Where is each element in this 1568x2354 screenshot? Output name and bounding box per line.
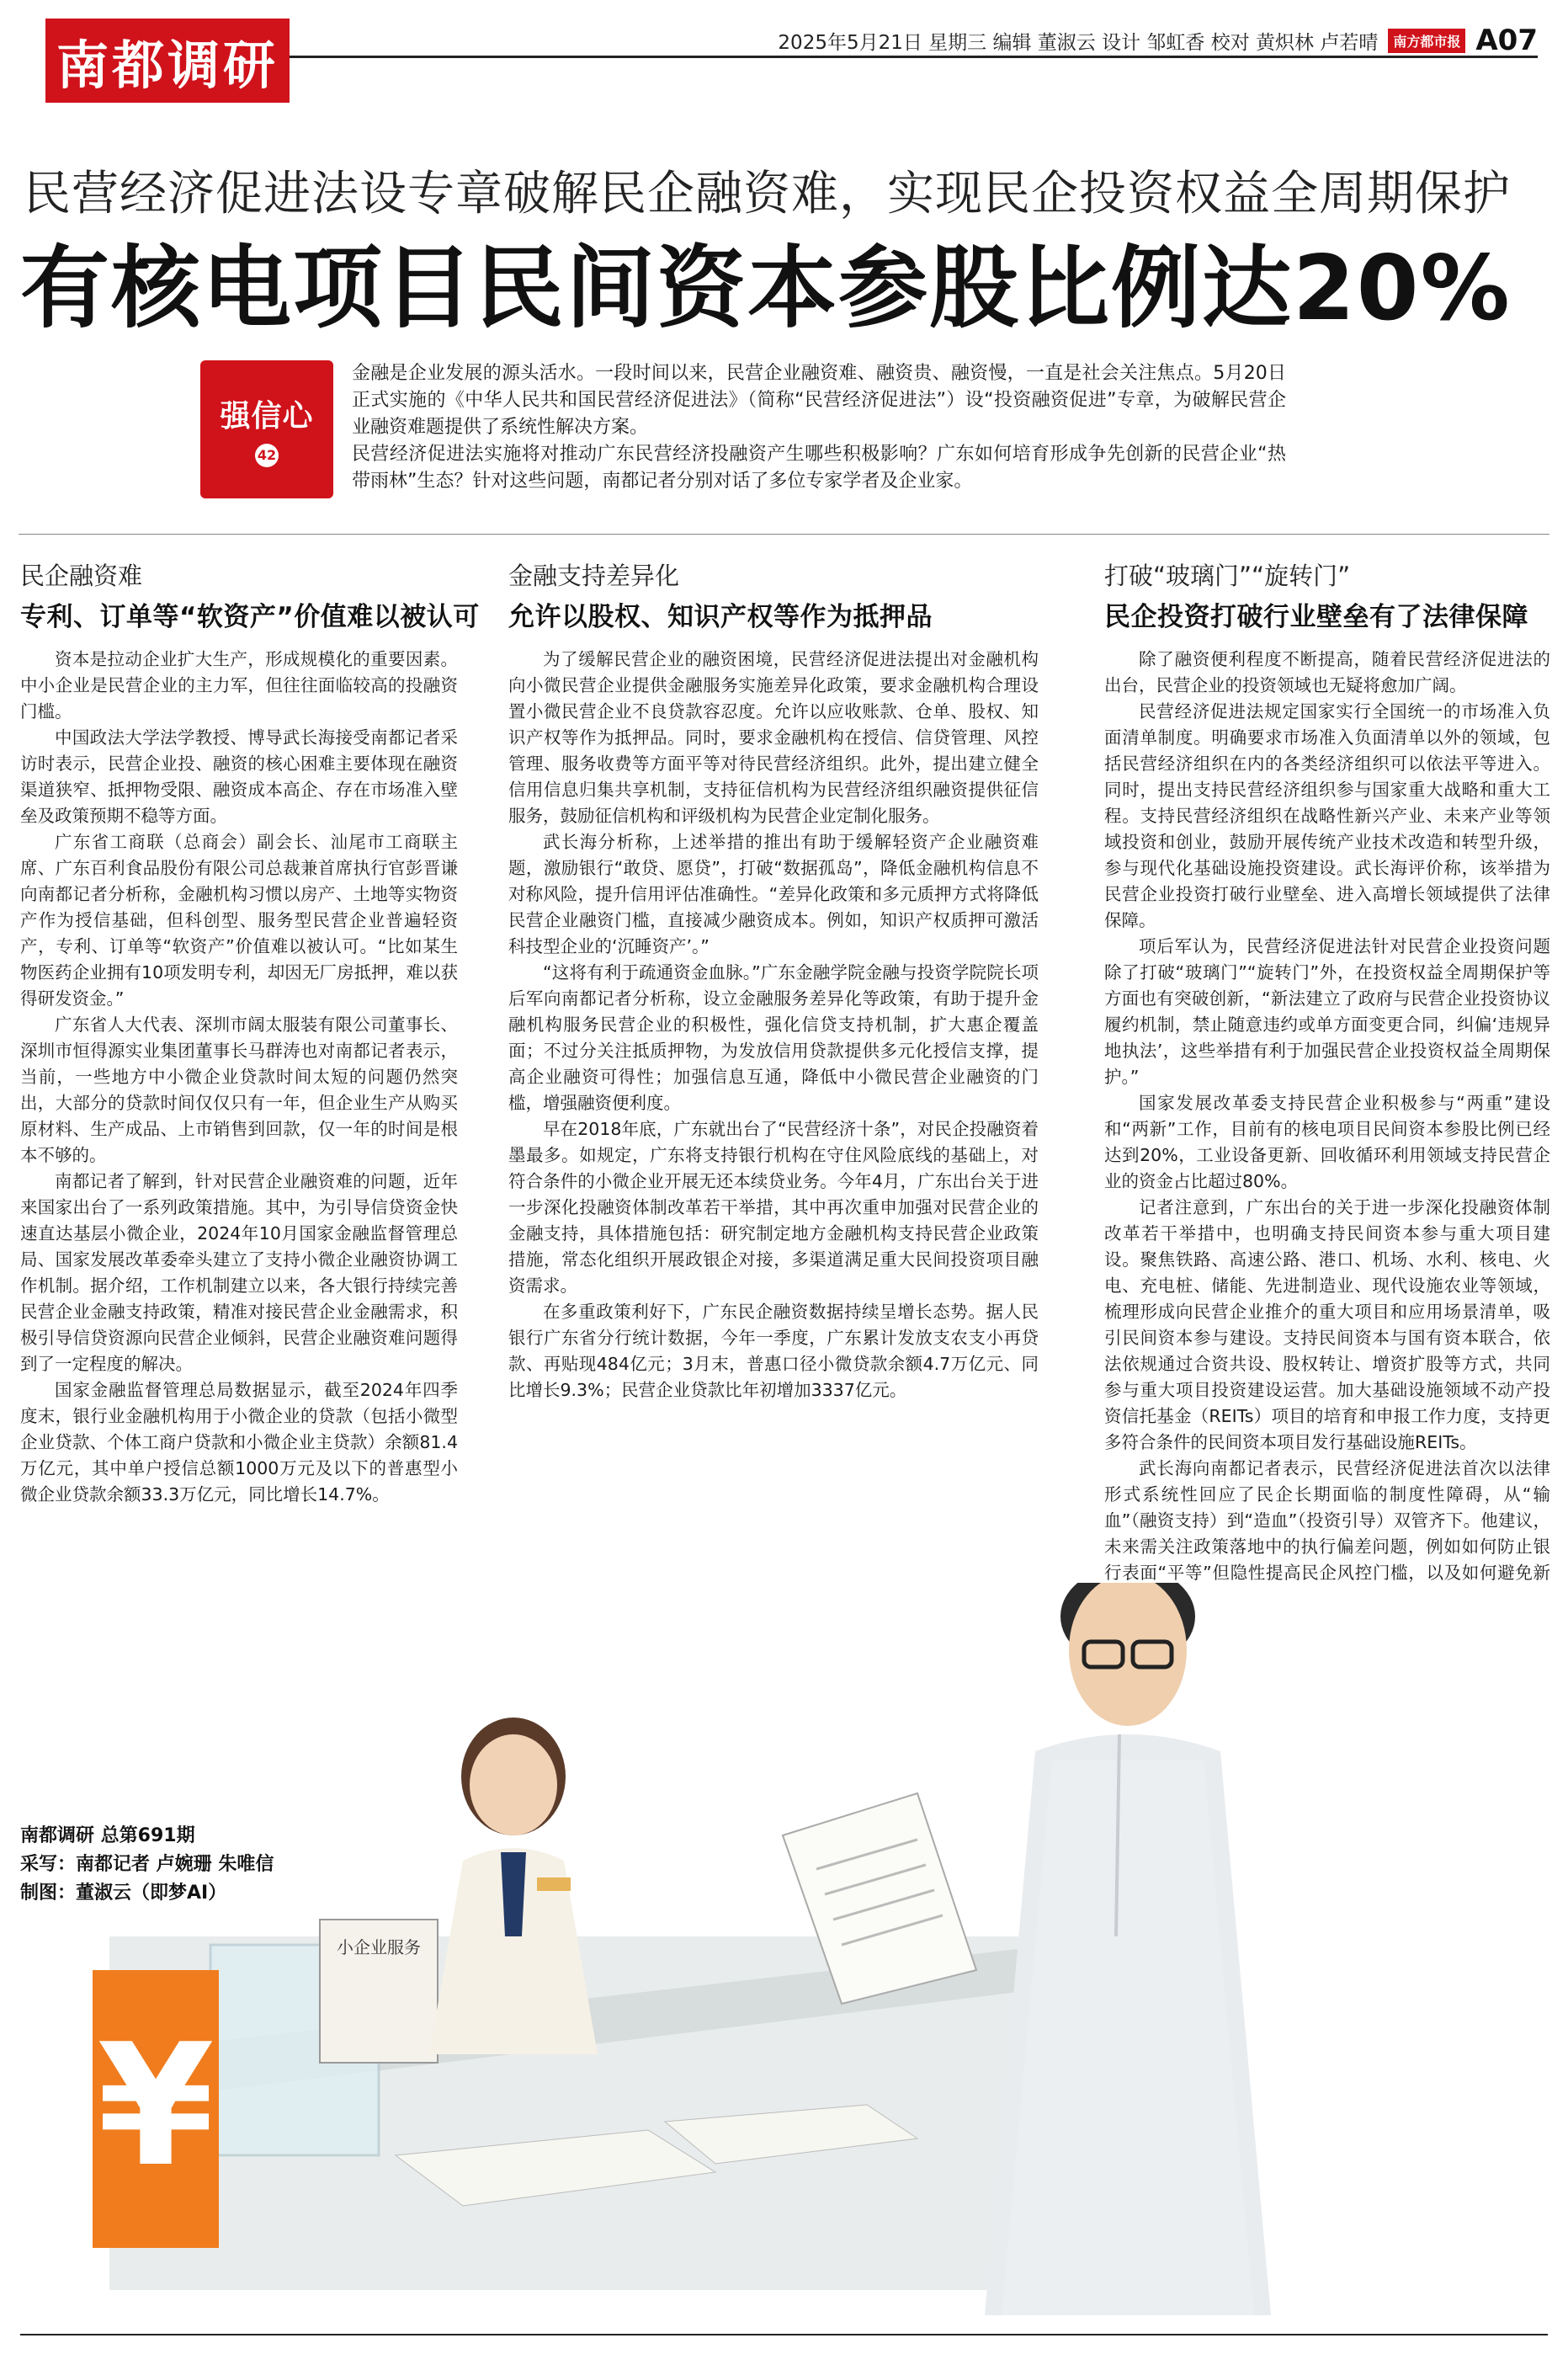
body-paragraph: 除了融资便利程度不断提高，随着民营经济促进法的出台，民营企业的投资领域也无疑将愈加广阔。 xyxy=(1104,649,1550,695)
footer-rule xyxy=(20,2334,1548,2335)
byline-reporters: 采写：南都记者 卢婉珊 朱唯信 xyxy=(20,1854,274,1875)
main-headline: 有核电项目民间资本参股比例达20% xyxy=(20,237,1512,340)
byline-issue: 南都调研 总第691期 xyxy=(20,1825,195,1846)
header-rule xyxy=(290,56,1538,58)
body-paragraph: 武长海分析称，上述举措的推出有助于缓解轻资产企业融资难题，激励银行“敢贷、愿贷”，打破“数据孤岛”，降低金融机构信息不对称风险，提升信用评估准确性。“差异化政策和多元质押方式将降低民营企业融资门槛，直接减少融资成本。例如，知识产权质押可激活科技型企业的‘沉睡资产’。” xyxy=(508,832,1039,956)
page-number: A07 xyxy=(1475,24,1538,57)
body-paragraph: 为了缓解民营企业的融资困境，民营经济促进法提出对金融机构向小微民营企业提供金融服务实施差异化政策，要求金融机构合理设置小微民营企业不良贷款容忍度。允许以应收账款、仓单、股权、知识产权等作为抵押品。同时，要求金融机构在授信、信贷管理、风控管理、服务收费等方面平等对待民营经济组织。此外，提出建立健全信用信息归集共享机制，支持征信机构为民营经济组织融资提供征信服务，鼓励征信机构和评级机构为民营企业定制化服务。 xyxy=(508,649,1039,826)
body-paragraph: 在多重政策利好下，广东民企融资数据持续呈增长态势。据人民银行广东省分行统计数据，今年一季度，广东累计发放支农支小再贷款、再贴现484亿元；3月末，普惠口径小微贷款余额4.7万亿元、同比增长9.3%；民营企业贷款比年初增加3337亿元。 xyxy=(508,1302,1039,1400)
yuan-symbol-icon: ¥ xyxy=(97,2008,215,2204)
body-paragraph: 资本是拉动企业扩大生产，形成规模化的重要因素。中小企业是民营企业的主力军，但往往面临较高的投融资门槛。 xyxy=(20,649,458,722)
column-heading: 专利、订单等“软资产”价值难以被认可 xyxy=(20,602,480,632)
body-paragraph: 记者注意到，广东出台的关于进一步深化投融资体制改革若干举措中，也明确支持民间资本参与重大项目建设。聚焦铁路、高速公路、港口、机场、水利、核电、火电、充电桩、储能、先进制造业、现代设施农业等领域，梳理形成向民营企业推介的重大项目和应用场景清单，吸引民间资本参与建设。支持民间资本与国有资本联合，依法依规通过合资共设、股权转让、增资扩股等方式，共同参与重大项目投资建设运营。加大基础设施领域不动产投资信托基金（REITs）项目的培育和申报工作力度，支持更多符合条件的民间资本项目发行基础设施REITs。 xyxy=(1104,1197,1550,1452)
article-column-2 xyxy=(508,557,1039,1403)
sub-headline: 民营经济促进法设专章破解民企融资难，实现民企投资权益全周期保护 xyxy=(24,167,1511,221)
column-badge xyxy=(200,360,333,498)
article-column-1 xyxy=(20,557,480,1508)
column-heading: 民企投资打破行业壁垒有了法律保障 xyxy=(1104,602,1528,632)
column-kicker: 民企融资难 xyxy=(20,562,143,590)
body-paragraph: 民营经济促进法规定国家实行全国统一的市场准入负面清单制度。明确要求市场准入负面清单以外的领域，包括民营经济组织在内的各类经济组织可以依法平等进入。同时，提出支持民营经济组织参与国家重大战略和重大工程。支持民营经济组织在战略性新兴产业、未来产业等领域投资和创业，鼓励开展传统产业技术改造和转型升级，参与现代化基础设施投资建设。武长海评价称，该举措为民营企业投资打破行业壁垒、进入高增长领域提供了法律保障。 xyxy=(1104,701,1550,930)
body-paragraph: 早在2018年底，广东就出台了“民营经济十条”，对民企投融资着墨最多。如规定，广东将支持银行机构在守住风险底线的基础上，对符合条件的小微企业开展无还本续贷业务。今年4月，广东出台关于进一步深化投融资体制改革若干举措，其中再次重申加强对民营企业的金融支持，具体措施包括：研究制定地方金融机构支持民营企业政策措施，常态化组织开展政银企对接，多渠道满足重大民间投资项目融资需求。 xyxy=(508,1119,1039,1296)
column-kicker: 金融支持差异化 xyxy=(508,562,680,590)
badge-number: 42 xyxy=(255,444,279,467)
article-column-3 xyxy=(1104,557,1550,1612)
section-masthead xyxy=(45,19,290,103)
section-title: 南都调研 xyxy=(56,34,279,96)
body-paragraph: 南都记者了解到，针对民营企业融资难的问题，近年来国家出台了一系列政策措施。其中，为引导信贷资金快速直达基层小微企业，2024年10月国家金融监督管理总局、国家发展改革委牵头建立了支持小微企业融资协调工作机制。据介绍，工作机制建立以来，各大银行持续完善民营企业金融支持政策，精准对接民营企业金融需求，积极引导信贷资源向民营企业倾斜，民营企业融资难问题得到了一定程度的解决。 xyxy=(20,1171,458,1374)
service-sign-text: 小企业服务 xyxy=(337,1937,421,1957)
column-body xyxy=(20,647,458,1508)
bank-counter-illustration xyxy=(76,1583,1540,2315)
body-paragraph: “这将有利于疏通资金血脉。”广东金融学院金融与投资学院院长项后军向南都记者分析称，设立金融服务差异化等政策，有助于提升金融机构服务民营企业的积极性，强化信贷支持机制，扩大惠企覆盖面；不过分关注抵质押物，为发放信用贷款提供多元化授信支撑，提高企业融资可得性；加强信息互通，降低中小微民营企业融资的门槛，增强融资便利度。 xyxy=(508,962,1039,1113)
body-paragraph: 广东省人大代表、深圳市阔太服装有限公司董事长、深圳市恒得源实业集团董事长马群涛也对南都记者表示，当前，一些地方中小微企业贷款时间太短的问题仍然突出，大部分的贷款时间仅仅只有一年，但企业生产从购买原材料、生产成品、上市销售到回款，仅一年的时间是根本不够的。 xyxy=(20,1015,458,1165)
intro-paragraph: 金融是企业发展的源头活水。一段时间以来，民营企业融资难、融资贵、融资慢，一直是社会关注焦点。5月20日正式实施的《中华人民共和国民营经济促进法》（简称“民营经济促进法”）设“投资融资促进”专章，为破解民营企业融资难题提供了系统性解决方案。 xyxy=(352,363,1286,438)
body-paragraph: 武长海向南都记者表示，民营经济促进法首次以法律形式系统性回应了民企长期面临的制度性障碍，从“输血”（融资支持）到“造血”（投资引导）双管齐下。他建议，未来需关注政策落地中的执行偏差问题，例如如何防止银行表面“平等”但隐性提高民企风控门槛，以及如何避免新 xyxy=(1104,1458,1550,1583)
column-heading: 允许以股权、知识产权等作为抵押品 xyxy=(508,602,933,632)
intro-paragraph: 民营经济促进法实施将对推动广东民营经济投融资产生哪些积极影响？广东如何培育形成争先创新的民营企业“热带雨林”生态？针对这些问题，南都记者分别对话了多位专家学者及企业家。 xyxy=(352,444,1286,492)
page-meta xyxy=(778,24,1538,57)
byline-illustration-credit: 制图：董淑云（即梦AI） xyxy=(20,1883,227,1904)
body-paragraph: 国家金融监督管理总局数据显示，截至2024年四季度末，银行业金融机构用于小微企业的贷款（包括小微型企业贷款、个体工商户贷款和小微企业主贷款）余额81.4万亿元，其中单户授信总额1000万元及以下的普惠型小微企业贷款余额33.3万亿元，同比增长14.7%。 xyxy=(20,1380,458,1505)
column-body xyxy=(508,647,1039,1403)
badge-title: 强信心 xyxy=(220,398,314,434)
intro-text xyxy=(352,360,1286,495)
byline xyxy=(20,1822,274,1908)
date-line: 2025年5月21日 星期三 编辑 董淑云 设计 邹虹香 校对 黄炽林 卢若晴 xyxy=(778,31,1379,54)
column-kicker: 打破“玻璃门”“旋转门” xyxy=(1104,562,1351,590)
column-body xyxy=(1104,647,1550,1612)
paper-logo: 南方都市报 xyxy=(1388,29,1465,53)
body-paragraph: 国家发展改革委支持民营企业积极参与“两重”建设和“两新”工作，目前有的核电项目民间资本参股比例已经达到20%，工业设备更新、回收循环利用领域支持民营企业的资金占比超过80%。 xyxy=(1104,1093,1550,1191)
intro-divider xyxy=(19,534,1549,535)
body-paragraph: 广东省工商联（总商会）副会长、汕尾市工商联主席、广东百利食品股份有限公司总裁兼首席执行官彭晋谦向南都记者分析称，金融机构习惯以房产、土地等实物资产作为授信基础，但科创型、服务型民营企业普遍轻资产，专利、订单等“软资产”价值难以被认可。“比如某生物医药企业拥有10项发明专利，却因无厂房抵押，难以获得研发资金。” xyxy=(20,832,458,1009)
body-paragraph: 项后军认为，民营经济促进法针对民营企业投资问题除了打破“玻璃门”“旋转门”外，在投资权益全周期保护等方面也有突破创新，“新法建立了政府与民营企业投资协议履约机制，禁止随意违约或单方面变更合同，纠偏‘违规异地执法’，这些举措有利于加强民营企业投资权益全周期保护。” xyxy=(1104,936,1550,1087)
body-paragraph: 中国政法大学法学教授、博导武长海接受南都记者采访时表示，民营企业投、融资的核心困难主要体现在融资渠道狭窄、抵押物受限、融资成本高企、存在市场准入壁垒及政策预期不稳等方面。 xyxy=(20,727,458,826)
